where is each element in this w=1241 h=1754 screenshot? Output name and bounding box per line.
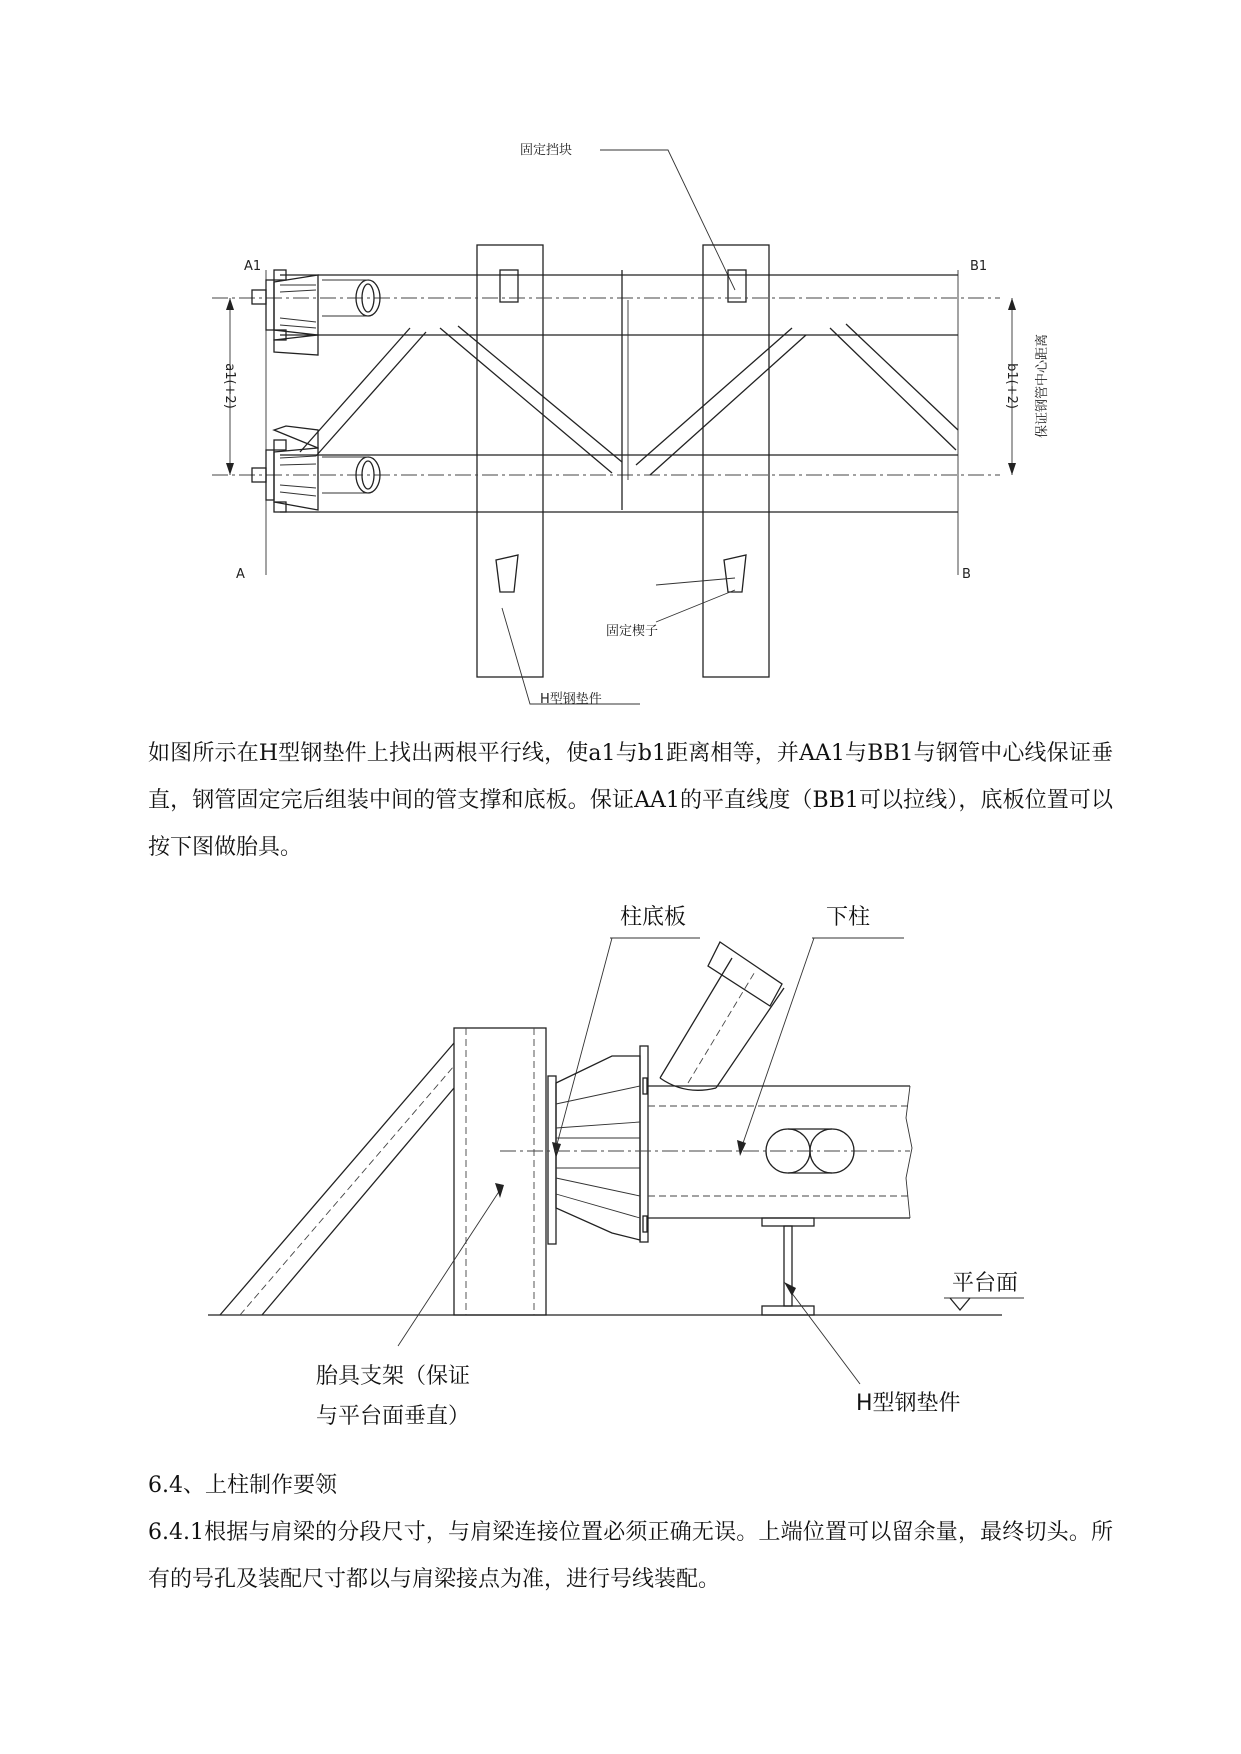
fixed-stop-label: 固定挡块: [520, 143, 573, 158]
paragraph-1: 如图所示在H型钢垫件上找出两根平行线，使a1与b1距离相等，并AA1与BB1与钢管中心线保证垂直，钢管固定完后组装中间的管支撑和底板。保证AA1的平直线度（BB1可以拉线），底板位置可以按下图做胎具。: [148, 741, 1113, 860]
label-b1: B1: [970, 259, 988, 274]
branch-cap: [708, 942, 782, 1006]
stiffener-cone: [556, 1056, 640, 1240]
paragraph-2: 6.4.1根据与肩梁的分段尺寸，与肩梁连接位置必须正确无误。上端位置可以留余量，最终切头。所有的号孔及装配尺寸都以与肩梁接点为准，进行号线装配。: [148, 1520, 1113, 1592]
h-pad-label: H型钢垫件: [856, 1391, 961, 1416]
jig-brace-inner: [262, 1088, 454, 1315]
h-pad-bottom: [762, 1306, 814, 1315]
jig-leader: [398, 1190, 500, 1346]
truss-assembly-drawing: [0, 130, 1241, 730]
h-pad-top: [762, 1218, 814, 1226]
base-plate-label: 柱底板: [620, 905, 687, 930]
section-heading: 6.4、上柱制作要领: [148, 1473, 337, 1498]
label-a1: A1: [244, 259, 262, 274]
fixed-wedge-right: [724, 555, 746, 592]
h-pad-right: [703, 245, 769, 677]
platform-symbol: [950, 1298, 970, 1310]
base-plate-jig-drawing: [0, 878, 1241, 1438]
jig-brace-outer: [220, 1043, 454, 1315]
label-b: B: [962, 567, 971, 582]
h-pad-left: [477, 245, 543, 677]
lower-column-leader: [742, 938, 814, 1146]
fixed-stop-leader: [600, 150, 735, 290]
base-plate-leader: [556, 938, 612, 1148]
base-plate-bottom: [252, 426, 318, 512]
jig-label-line1: 胎具支架（保证: [316, 1364, 471, 1389]
base-plate: [548, 1076, 556, 1244]
branch-pipe: [660, 958, 784, 1088]
label-a: A: [236, 567, 245, 582]
lower-column-label: 下柱: [826, 905, 871, 930]
h-pad-leader: [788, 1288, 860, 1384]
dim-center-label: 保证钢管中心距离: [1035, 333, 1050, 439]
diagonal-braces: [300, 324, 958, 475]
fixed-wedge-left: [496, 555, 518, 592]
column-flange: [640, 1046, 648, 1242]
h-pad-leader: [502, 608, 640, 704]
jig-post: [454, 1028, 546, 1315]
dim-right-label: b1(+2): [1004, 363, 1019, 409]
platform-label: 平台面: [952, 1271, 1019, 1296]
jig-label-line2: 与平台面垂直）: [316, 1404, 471, 1429]
fixed-wedge-label: 固定楔子: [606, 624, 659, 639]
fixed-wedge-leader: [656, 578, 735, 585]
h-pad-label: H型钢垫件: [540, 692, 602, 707]
h-pad-web: [784, 1226, 792, 1306]
dim-left-label: a1(+2): [222, 363, 237, 409]
base-plate-top: [252, 270, 318, 355]
